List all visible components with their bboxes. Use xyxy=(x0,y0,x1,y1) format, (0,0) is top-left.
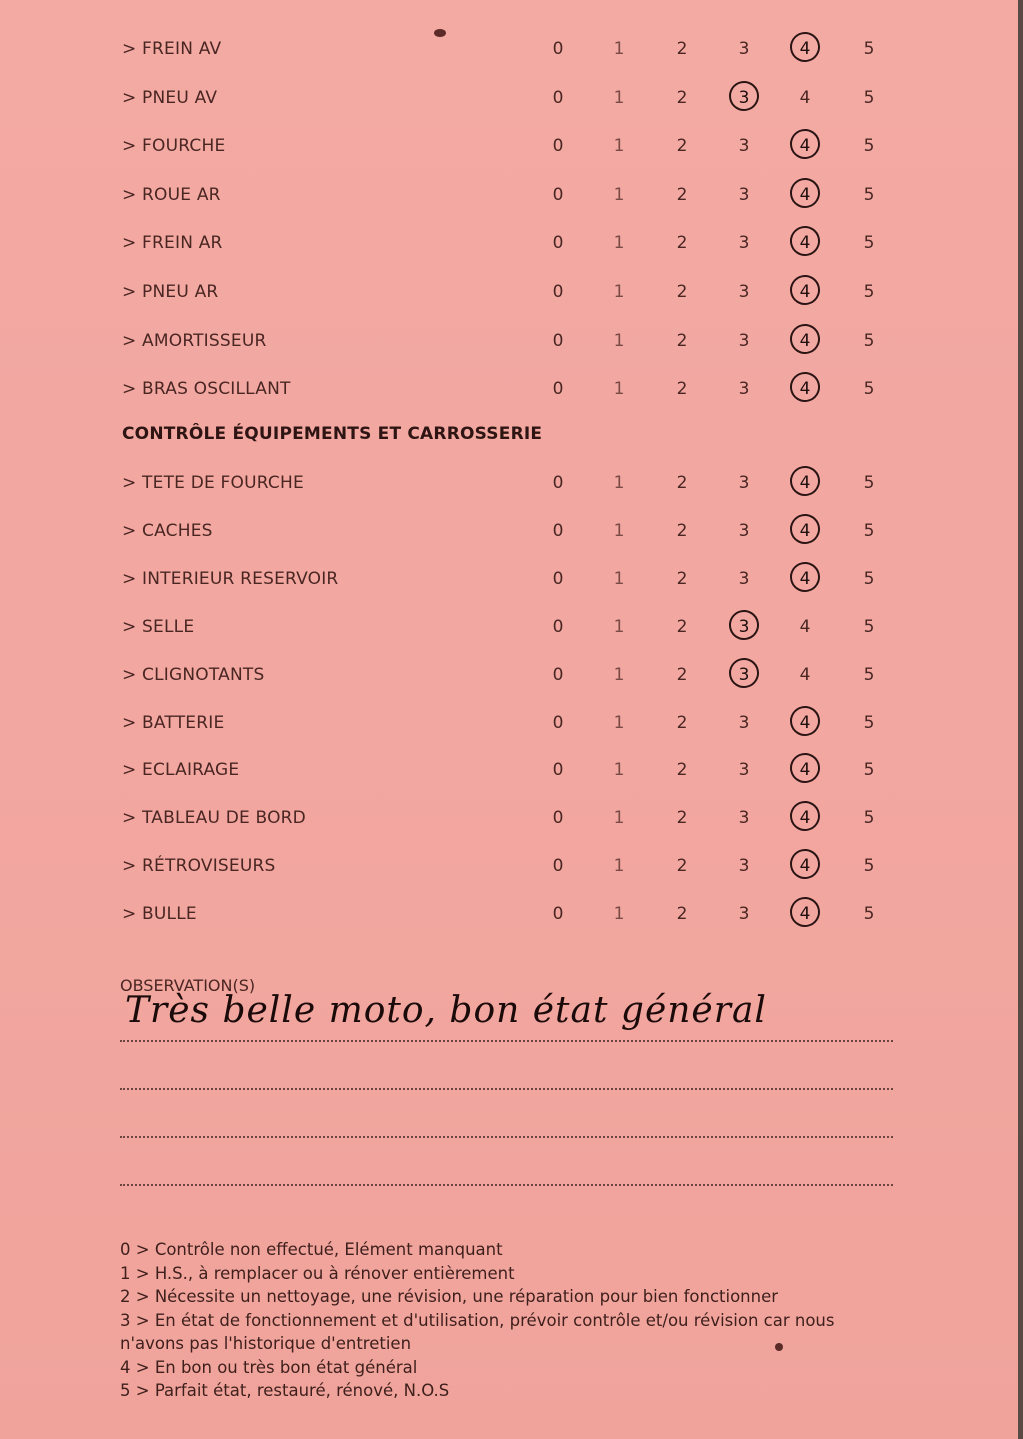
score-option: 5 xyxy=(863,330,875,351)
score-option: 0 xyxy=(552,39,564,59)
score-option: 2 xyxy=(676,568,688,589)
ink-speck xyxy=(775,1343,783,1351)
legend-item: 1 > H.S., à remplacer ou à rénover entièrement xyxy=(120,1263,515,1283)
score-option: 1 xyxy=(613,282,625,302)
score-option: 1 xyxy=(613,233,625,254)
score-option: 5 xyxy=(863,39,875,59)
score-option: 2 xyxy=(676,712,688,733)
score-option: 3 xyxy=(738,760,750,781)
score-selected: 3 xyxy=(729,663,759,687)
inspection-row xyxy=(0,567,1018,615)
legend-item: 0 > Contrôle non effectué, Elément manquant xyxy=(120,1240,503,1259)
score-option: 2 xyxy=(676,39,688,59)
observation-line xyxy=(120,1184,893,1186)
score-selected: 3 xyxy=(729,86,759,110)
score-selected: 4 xyxy=(790,183,820,207)
inspection-row xyxy=(0,280,1018,328)
score-option: 1 xyxy=(613,616,625,637)
score-option: 5 xyxy=(863,664,875,685)
score-option: 0 xyxy=(552,712,564,733)
score-option: 0 xyxy=(552,330,564,351)
score-option: 3 xyxy=(738,136,750,157)
score-selected: 4 xyxy=(790,711,820,735)
inspection-row xyxy=(0,663,1018,711)
inspection-row xyxy=(0,329,1018,377)
score-option: 2 xyxy=(676,616,688,637)
inspection-row xyxy=(0,37,1018,85)
score-selected: 4 xyxy=(790,519,820,543)
score-option: 3 xyxy=(738,282,750,302)
score-option: 1 xyxy=(613,856,625,877)
legend-item: 4 > En bon ou très bon état général xyxy=(120,1357,418,1377)
score-option: 2 xyxy=(676,808,688,829)
legend-item: 5 > Parfait état, restauré, rénové, N.O.S xyxy=(120,1381,450,1400)
inspection-row xyxy=(0,471,1018,519)
inspection-item-label: > RÉTROVISEURS xyxy=(122,856,276,877)
inspection-row xyxy=(0,183,1018,231)
score-option: 1 xyxy=(613,39,625,59)
score-option: 5 xyxy=(863,856,875,877)
legend-item: 2 > Nécessite un nettoyage, une révision, une réparation pour bien fonctionner xyxy=(120,1287,779,1306)
score-option: 2 xyxy=(676,473,688,493)
legend-item: 3 > En état de fonctionnement et d'utilisation, prévoir contrôle et/ou révision car nous n'avons pas l'historique d'entretien xyxy=(120,1310,835,1353)
observations-label: OBSERVATION(S) xyxy=(120,976,256,995)
inspection-row xyxy=(0,615,1018,663)
score-option: 4 xyxy=(799,616,811,637)
score-option: 1 xyxy=(613,760,625,781)
handwritten-observation: Très belle moto, bon état général xyxy=(125,990,767,1031)
score-option: 0 xyxy=(552,808,564,829)
score-selected: 4 xyxy=(790,902,820,926)
score-selected: 4 xyxy=(790,854,820,878)
inspection-item-label: > BATTERIE xyxy=(122,712,225,733)
score-option: 5 xyxy=(863,87,875,108)
score-option: 3 xyxy=(738,233,750,254)
score-option: 4 xyxy=(799,664,811,685)
inspection-row xyxy=(0,519,1018,567)
inspection-item-label: > PNEU AR xyxy=(122,282,219,302)
score-option: 0 xyxy=(552,473,564,493)
score-option: 4 xyxy=(799,87,811,108)
score-option: 5 xyxy=(863,904,875,925)
observation-line xyxy=(120,1040,893,1042)
inspection-row xyxy=(0,758,1018,806)
inspection-item-label: > CLIGNOTANTS xyxy=(122,664,265,685)
score-option: 5 xyxy=(863,282,875,302)
score-option: 3 xyxy=(738,39,750,59)
score-option: 5 xyxy=(863,712,875,733)
score-option: 2 xyxy=(676,904,688,925)
score-option: 2 xyxy=(676,379,688,400)
score-option: 0 xyxy=(552,136,564,157)
score-option: 3 xyxy=(738,330,750,351)
score-option: 2 xyxy=(676,233,688,254)
score-option: 1 xyxy=(613,136,625,157)
score-option: 5 xyxy=(863,184,875,205)
inspection-item-label: > SELLE xyxy=(122,616,195,637)
score-option: 2 xyxy=(676,520,688,541)
rating-legend xyxy=(120,1238,900,1403)
inspection-item-label: > BULLE xyxy=(122,904,197,925)
score-option: 5 xyxy=(863,136,875,157)
score-option: 3 xyxy=(738,856,750,877)
score-option: 0 xyxy=(552,520,564,541)
score-option: 0 xyxy=(552,282,564,302)
score-option: 1 xyxy=(613,808,625,829)
score-selected: 3 xyxy=(729,615,759,639)
score-option: 3 xyxy=(738,568,750,589)
score-option: 2 xyxy=(676,136,688,157)
score-option: 0 xyxy=(552,233,564,254)
score-option: 1 xyxy=(613,330,625,351)
score-option: 2 xyxy=(676,760,688,781)
score-option: 0 xyxy=(552,568,564,589)
score-selected: 4 xyxy=(790,329,820,353)
inspection-item-label: > TETE DE FOURCHE xyxy=(122,473,304,493)
inspection-row xyxy=(0,86,1018,134)
score-option: 0 xyxy=(552,616,564,637)
score-option: 5 xyxy=(863,808,875,829)
score-option: 2 xyxy=(676,330,688,351)
score-option: 5 xyxy=(863,760,875,781)
score-option: 1 xyxy=(613,520,625,541)
score-option: 1 xyxy=(613,473,625,493)
score-selected: 4 xyxy=(790,134,820,158)
score-option: 0 xyxy=(552,87,564,108)
score-option: 0 xyxy=(552,760,564,781)
inspection-row xyxy=(0,377,1018,425)
inspection-item-label: > FOURCHE xyxy=(122,136,226,157)
inspection-item-label: > AMORTISSEUR xyxy=(122,330,267,351)
section-title: CONTRÔLE ÉQUIPEMENTS ET CARROSSERIE xyxy=(122,424,543,444)
score-selected: 4 xyxy=(790,37,820,61)
inspection-item-label: > INTERIEUR RESERVOIR xyxy=(122,568,339,589)
score-option: 0 xyxy=(552,379,564,400)
score-option: 5 xyxy=(863,473,875,493)
score-option: 2 xyxy=(676,856,688,877)
inspection-item-label: > FREIN AR xyxy=(122,233,223,254)
inspection-row xyxy=(0,231,1018,279)
score-option: 3 xyxy=(738,184,750,205)
score-option: 0 xyxy=(552,904,564,925)
score-option: 5 xyxy=(863,616,875,637)
inspection-item-label: > CACHES xyxy=(122,520,213,541)
score-option: 3 xyxy=(738,808,750,829)
inspection-item-label: > FREIN AV xyxy=(122,39,222,59)
score-option: 5 xyxy=(863,379,875,400)
inspection-item-label: > ROUE AR xyxy=(122,184,221,205)
score-option: 2 xyxy=(676,87,688,108)
score-option: 1 xyxy=(613,568,625,589)
inspection-row xyxy=(0,134,1018,182)
inspection-item-label: > BRAS OSCILLANT xyxy=(122,379,291,400)
observation-line xyxy=(120,1088,893,1090)
score-option: 1 xyxy=(613,87,625,108)
score-selected: 4 xyxy=(790,806,820,830)
score-option: 3 xyxy=(738,712,750,733)
score-selected: 4 xyxy=(790,567,820,591)
score-option: 5 xyxy=(863,520,875,541)
inspection-row xyxy=(0,711,1018,759)
score-option: 3 xyxy=(738,473,750,493)
score-option: 3 xyxy=(738,904,750,925)
inspection-row xyxy=(0,854,1018,902)
score-option: 1 xyxy=(613,184,625,205)
observation-line xyxy=(120,1136,893,1138)
inspection-row xyxy=(0,806,1018,854)
score-option: 1 xyxy=(613,379,625,400)
score-option: 0 xyxy=(552,664,564,685)
inspection-item-label: > TABLEAU DE BORD xyxy=(122,808,306,829)
score-option: 2 xyxy=(676,184,688,205)
inspection-item-label: > ECLAIRAGE xyxy=(122,760,240,781)
inspection-row xyxy=(0,902,1018,950)
score-option: 3 xyxy=(738,520,750,541)
inspection-item-label: > PNEU AV xyxy=(122,87,218,108)
score-option: 3 xyxy=(738,379,750,400)
score-option: 1 xyxy=(613,664,625,685)
score-selected: 4 xyxy=(790,231,820,255)
score-option: 0 xyxy=(552,184,564,205)
score-option: 2 xyxy=(676,282,688,302)
score-option: 0 xyxy=(552,856,564,877)
score-option: 2 xyxy=(676,664,688,685)
score-selected: 4 xyxy=(790,758,820,782)
ink-speck xyxy=(434,29,446,37)
score-selected: 4 xyxy=(790,471,820,495)
score-option: 5 xyxy=(863,233,875,254)
score-option: 1 xyxy=(613,904,625,925)
score-selected: 4 xyxy=(790,377,820,401)
score-option: 5 xyxy=(863,568,875,589)
score-option: 1 xyxy=(613,712,625,733)
score-selected: 4 xyxy=(790,280,820,304)
